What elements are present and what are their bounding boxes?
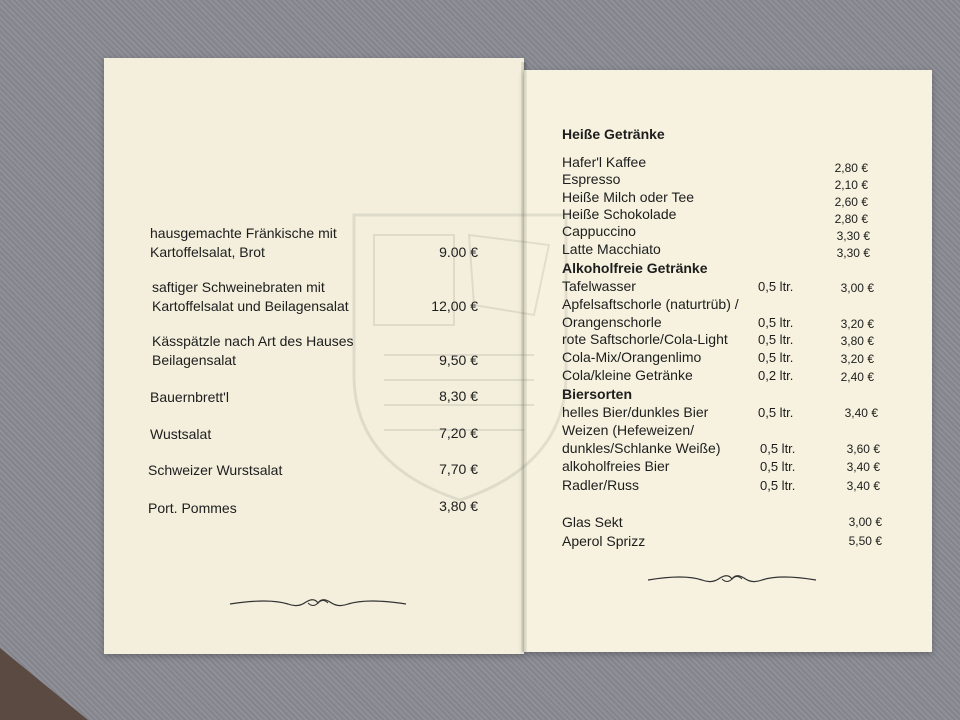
food-item-7-price: 3,80 € <box>439 498 478 514</box>
food-item-2-line1: saftiger Schweinebraten mit <box>152 279 325 295</box>
food-item-4-name: Bauernbrett'l <box>150 389 229 405</box>
food-item-1-price: 9.00 € <box>439 244 478 260</box>
drink-extra-2-price: 5,50 € <box>848 534 882 548</box>
food-item-3-price: 9,50 € <box>439 352 478 368</box>
drink-hot-6: Latte Macchiato <box>562 241 661 257</box>
drink-beer-4-price: 3,40 € <box>846 460 880 474</box>
menu-page-drinks <box>524 70 932 652</box>
drink-beer-4-amount: 0,5 ltr. <box>760 459 796 474</box>
food-item-5-name: Wustsalat <box>150 426 212 442</box>
food-item-3-name <box>152 332 354 370</box>
drink-hot-4: Heiße Schokolade <box>562 206 677 222</box>
drink-soft-6-amount: 0,2 ltr. <box>758 368 794 383</box>
heading-hot-drinks: Heiße Getränke <box>562 126 665 142</box>
drink-soft-6: Cola/kleine Getränke <box>562 367 693 383</box>
drink-soft-6-price: 2,40 € <box>840 370 874 384</box>
drink-hot-1: Hafer'l Kaffee <box>562 154 647 170</box>
flourish-ornament-right <box>646 570 818 588</box>
food-item-2-line2: Kartoffelsalat und Beilagensalat <box>152 298 349 314</box>
drink-soft-3-amount: 0,5 ltr. <box>758 315 794 330</box>
drink-beer-1: helles Bier/dunkles Bier <box>562 404 709 420</box>
drink-beer-5: Radler/Russ <box>562 477 640 493</box>
drink-extra-1-price: 3,00 € <box>848 515 882 529</box>
drink-soft-1: Tafelwasser <box>562 278 636 294</box>
drink-hot-2: Espresso <box>562 171 621 187</box>
food-item-1-line1: hausgemachte Fränkische mit <box>150 225 337 241</box>
drink-beer-5-price: 3,40 € <box>846 479 880 493</box>
food-item-3-line1: Kässpätzle nach Art des Hauses <box>152 333 354 349</box>
heading-beer: Biersorten <box>562 386 633 402</box>
drink-beer-5-amount: 0,5 ltr. <box>760 478 796 493</box>
drink-soft-4-price: 3,80 € <box>840 334 874 348</box>
drink-hot-2-price: 2,10 € <box>834 178 868 192</box>
drink-beer-1-amount: 0,5 ltr. <box>758 405 794 420</box>
drink-extra-1: Glas Sekt <box>562 514 623 530</box>
drink-beer-3-amount: 0,5 ltr. <box>760 441 796 456</box>
food-item-7-name: Port. Pommes <box>148 500 237 516</box>
drink-hot-6-price: 3,30 € <box>836 246 870 260</box>
drink-soft-1-amount: 0,5 ltr. <box>758 279 794 294</box>
drink-soft-4: rote Saftschorle/Cola-Light <box>562 331 728 347</box>
food-item-5-price: 7,20 € <box>439 425 478 441</box>
drink-beer-4: alkoholfreies Bier <box>562 458 670 474</box>
coat-of-arms-watermark-icon <box>344 205 576 505</box>
drink-hot-3: Heiße Milch oder Tee <box>562 189 695 205</box>
drink-beer-1-price: 3,40 € <box>844 406 878 420</box>
drink-soft-1-price: 3,00 € <box>840 281 874 295</box>
drink-extra-2: Aperol Sprizz <box>562 533 646 549</box>
food-item-2-price: 12,00 € <box>431 298 478 314</box>
food-item-1-name <box>150 224 337 262</box>
drink-hot-3-price: 2,60 € <box>834 195 868 209</box>
drink-soft-3: Orangenschorle <box>562 314 662 330</box>
food-item-6-price: 7,70 € <box>439 461 478 477</box>
drink-hot-5: Cappuccino <box>562 223 636 239</box>
food-item-2-name <box>152 278 349 316</box>
drink-hot-4-price: 2,80 € <box>834 212 868 226</box>
food-item-6-name: Schweizer Wurstsalat <box>148 462 283 478</box>
heading-soft-drinks: Alkoholfreie Getränke <box>562 260 708 276</box>
drink-beer-3-price: 3,60 € <box>846 442 880 456</box>
drink-soft-5-amount: 0,5 ltr. <box>758 350 794 365</box>
drink-beer-3: dunkles/Schlanke Weiße) <box>562 440 721 456</box>
food-item-1-line2: Kartoffelsalat, Brot <box>150 244 265 260</box>
drink-hot-5-price: 3,30 € <box>836 229 870 243</box>
food-item-4-price: 8,30 € <box>439 388 478 404</box>
flourish-ornament-left <box>228 594 408 612</box>
drink-soft-2: Apfelsaftschorle (naturtrüb) / <box>562 296 739 312</box>
drink-soft-3-price: 3,20 € <box>840 317 874 331</box>
drink-soft-5-price: 3,20 € <box>840 352 874 366</box>
drink-hot-1-price: 2,80 € <box>834 161 868 175</box>
food-item-3-line2: Beilagensalat <box>152 352 237 368</box>
drink-beer-2: Weizen (Hefeweizen/ <box>562 422 695 438</box>
drink-soft-5: Cola-Mix/Orangenlimo <box>562 349 702 365</box>
drink-soft-4-amount: 0,5 ltr. <box>758 332 794 347</box>
